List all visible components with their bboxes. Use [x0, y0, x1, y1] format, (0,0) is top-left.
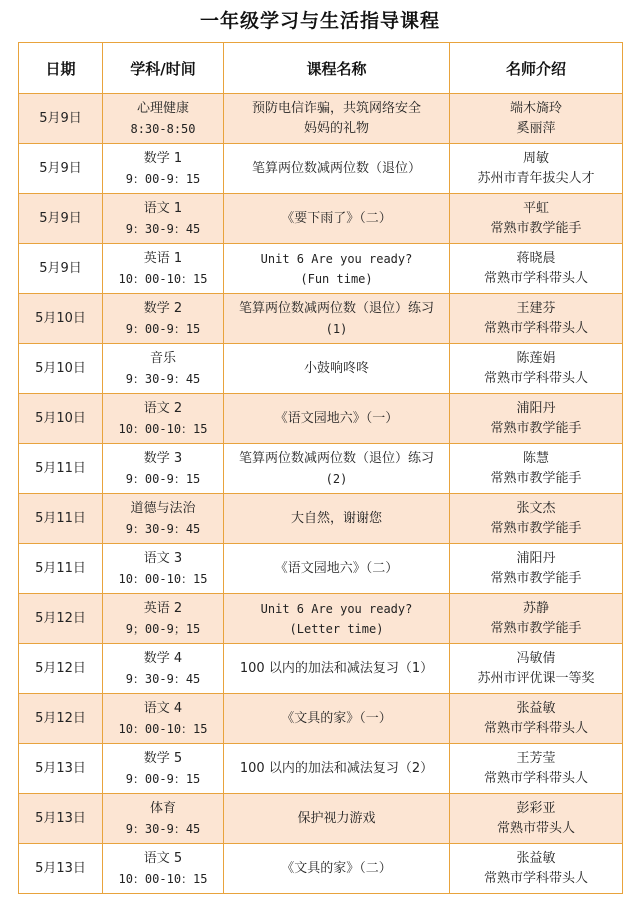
teacher-name: 平虹 [522, 200, 549, 216]
cell-date: 5月11日 [19, 544, 103, 594]
cell-subject-time [103, 294, 224, 344]
teacher-title: 常熟市教学能手 [490, 220, 582, 236]
page-title: 一年级学习与生活指导课程 [199, 10, 440, 32]
subject-label: 语文 1 [143, 200, 183, 216]
teacher-name: 浦阳丹 [516, 400, 556, 416]
schedule-table [18, 42, 623, 894]
table-row [19, 344, 623, 394]
cell-teacher-intro [450, 194, 623, 244]
cell-date: 5月11日 [19, 494, 103, 544]
course-name-line: 《文具的家》（二） [281, 860, 392, 876]
teacher-title: 苏州市评优课一等奖 [477, 670, 595, 686]
time-label: 9：00-9：15 [125, 471, 201, 486]
cell-date: 5月12日 [19, 644, 103, 694]
teacher-name: 王芳莹 [516, 750, 556, 766]
table-row [19, 744, 623, 794]
course-name-line: 笔算两位数减两位数（退位）练习 [238, 450, 434, 466]
header-date: 日期 [19, 43, 103, 94]
time-label: 9：30-9：45 [125, 521, 201, 536]
cell-course-name [224, 344, 450, 394]
teacher-title: 常熟市带头人 [496, 820, 575, 836]
cell-date: 5月13日 [19, 844, 103, 894]
table-row [19, 594, 623, 644]
cell-date: 5月13日 [19, 744, 103, 794]
cell-course-name [224, 494, 450, 544]
table-row [19, 394, 623, 444]
subject-label: 数学 5 [143, 750, 183, 766]
teacher-name: 端木旖玲 [509, 100, 562, 116]
cell-course-name [224, 244, 450, 294]
cell-teacher-intro [450, 444, 623, 494]
cell-date: 5月10日 [19, 394, 103, 444]
table-row [19, 694, 623, 744]
teacher-name: 陈慧 [522, 450, 549, 466]
course-name-line: Unit 6 Are you ready? [260, 601, 413, 616]
course-name-line: 笔算两位数减两位数（退位） [251, 160, 421, 176]
time-label: 10：00-10：15 [118, 421, 208, 436]
subject-label: 数学 4 [143, 650, 183, 666]
teacher-name: 张益敏 [516, 700, 556, 716]
cell-subject-time [103, 794, 224, 844]
header-subject-time: 学科/时间 [103, 43, 224, 94]
table-row [19, 544, 623, 594]
subject-label: 数学 3 [143, 450, 183, 466]
subject-label: 语文 2 [143, 400, 183, 416]
table-row [19, 194, 623, 244]
course-name-line: 妈妈的礼物 [303, 120, 369, 136]
cell-course-name [224, 694, 450, 744]
cell-teacher-intro [450, 694, 623, 744]
cell-course-name [224, 544, 450, 594]
teacher-name: 周敏 [522, 150, 549, 166]
cell-subject-time [103, 694, 224, 744]
cell-teacher-intro [450, 144, 623, 194]
cell-teacher-intro [450, 494, 623, 544]
teacher-name: 王建芬 [516, 300, 556, 316]
course-name-line: 《文具的家》（一） [281, 710, 392, 726]
course-name-line: 小鼓响咚咚 [303, 360, 369, 376]
table-row [19, 144, 623, 194]
cell-subject-time [103, 144, 224, 194]
time-label: 10：00-10：15 [118, 721, 208, 736]
cell-date: 5月10日 [19, 294, 103, 344]
table-row [19, 844, 623, 894]
course-name-line: 《要下雨了》（二） [281, 210, 392, 226]
header-teacher-intro: 名师介绍 [450, 43, 623, 94]
table-row [19, 294, 623, 344]
cell-date: 5月12日 [19, 694, 103, 744]
cell-teacher-intro [450, 244, 623, 294]
time-label: 9：30-9：45 [125, 221, 201, 236]
cell-course-name [224, 194, 450, 244]
course-name-line: (Fun time) [300, 271, 373, 286]
subject-label: 数学 1 [143, 150, 183, 166]
cell-course-name [224, 644, 450, 694]
cell-date: 5月9日 [19, 194, 103, 244]
teacher-name: 冯敏倩 [516, 650, 556, 666]
cell-course-name [224, 144, 450, 194]
teacher-name: 张文杰 [516, 500, 556, 516]
time-label: 10：00-10：15 [118, 271, 208, 286]
course-name-line: (Letter time) [289, 621, 384, 636]
cell-subject-time [103, 194, 224, 244]
subject-label: 体育 [149, 800, 176, 816]
cell-course-name [224, 294, 450, 344]
cell-course-name [224, 794, 450, 844]
cell-course-name [224, 394, 450, 444]
time-label: 10：00-10：15 [118, 871, 208, 886]
course-name-line: 笔算两位数减两位数（退位）练习 [238, 300, 434, 316]
cell-subject-time [103, 644, 224, 694]
subject-label: 音乐 [149, 350, 176, 366]
course-name-line: (2) [325, 471, 348, 486]
subject-label: 数学 2 [143, 300, 183, 316]
teacher-title: 苏州市青年拔尖人才 [477, 170, 595, 186]
cell-date: 5月13日 [19, 794, 103, 844]
teacher-name: 蒋晓晨 [516, 250, 556, 266]
cell-subject-time [103, 594, 224, 644]
teacher-title: 常熟市学科带头人 [483, 720, 588, 736]
cell-teacher-intro [450, 94, 623, 144]
teacher-title: 奚丽萍 [516, 120, 556, 136]
cell-teacher-intro [450, 544, 623, 594]
course-name-line: (1) [325, 321, 348, 336]
cell-date: 5月9日 [19, 94, 103, 144]
cell-course-name [224, 744, 450, 794]
teacher-name: 陈莲娟 [516, 350, 556, 366]
time-label: 9：00-9：15 [125, 771, 201, 786]
cell-course-name [224, 94, 450, 144]
cell-subject-time [103, 844, 224, 894]
table-body [19, 94, 623, 894]
cell-teacher-intro [450, 744, 623, 794]
course-name-line: 大自然，谢谢您 [290, 510, 382, 526]
table-row [19, 794, 623, 844]
table-row [19, 444, 623, 494]
cell-teacher-intro [450, 294, 623, 344]
cell-teacher-intro [450, 844, 623, 894]
cell-course-name [224, 844, 450, 894]
course-name-line: 100 以内的加法和减法复习（2） [239, 760, 434, 776]
cell-course-name [224, 444, 450, 494]
table-row [19, 644, 623, 694]
course-name-line: 《语文园地六》（一） [274, 410, 399, 426]
course-name-line: 《语文园地六》（二） [274, 560, 399, 576]
teacher-title: 常熟市学科带头人 [483, 870, 588, 886]
teacher-title: 常熟市教学能手 [490, 470, 582, 486]
time-label: 9：30-9：45 [125, 371, 201, 386]
table-row [19, 94, 623, 144]
teacher-title: 常熟市教学能手 [490, 420, 582, 436]
teacher-title: 常熟市学科带头人 [483, 770, 588, 786]
cell-subject-time [103, 244, 224, 294]
teacher-name: 彭彩亚 [516, 800, 556, 816]
teacher-title: 常熟市教学能手 [490, 620, 582, 636]
subject-label: 心理健康 [136, 100, 189, 116]
teacher-title: 常熟市学科带头人 [483, 320, 588, 336]
cell-subject-time [103, 544, 224, 594]
teacher-title: 常熟市学科带头人 [483, 270, 588, 286]
subject-label: 语文 4 [143, 700, 183, 716]
time-label: 9；00-9；15 [125, 621, 201, 636]
subject-label: 语文 3 [143, 550, 183, 566]
teacher-title: 常熟市教学能手 [490, 520, 582, 536]
cell-subject-time [103, 394, 224, 444]
subject-label: 英语 2 [143, 600, 183, 616]
cell-teacher-intro [450, 594, 623, 644]
table-row [19, 494, 623, 544]
cell-subject-time [103, 94, 224, 144]
teacher-name: 张益敏 [516, 850, 556, 866]
subject-label: 英语 1 [143, 250, 183, 266]
time-label: 9：00-9：15 [125, 321, 201, 336]
teacher-name: 浦阳丹 [516, 550, 556, 566]
cell-subject-time [103, 444, 224, 494]
teacher-title: 常熟市教学能手 [490, 570, 582, 586]
cell-teacher-intro [450, 394, 623, 444]
table-header-row [19, 43, 623, 94]
cell-subject-time [103, 494, 224, 544]
course-name-line: 预防电信诈骗，共筑网络安全 [251, 100, 421, 116]
time-label: 9：30-9：45 [125, 821, 201, 836]
cell-subject-time [103, 344, 224, 394]
time-label: 9：00-9：15 [125, 171, 201, 186]
course-name-line: 保护视力游戏 [297, 810, 376, 826]
teacher-title: 常熟市学科带头人 [483, 370, 588, 386]
course-name-line: Unit 6 Are you ready? [260, 251, 413, 266]
cell-teacher-intro [450, 794, 623, 844]
cell-course-name [224, 594, 450, 644]
cell-teacher-intro [450, 344, 623, 394]
header-course-name: 课程名称 [224, 43, 450, 94]
course-name-line: 100 以内的加法和减法复习（1） [239, 660, 434, 676]
subject-label: 语文 5 [143, 850, 183, 866]
teacher-name: 苏静 [522, 600, 549, 616]
time-label: 8:30-8:50 [130, 121, 196, 136]
cell-date: 5月12日 [19, 594, 103, 644]
cell-date: 5月9日 [19, 144, 103, 194]
cell-date: 5月9日 [19, 244, 103, 294]
cell-date: 5月10日 [19, 344, 103, 394]
cell-date: 5月11日 [19, 444, 103, 494]
cell-subject-time [103, 744, 224, 794]
time-label: 10：00-10：15 [118, 571, 208, 586]
subject-label: 道德与法治 [130, 500, 196, 516]
cell-teacher-intro [450, 644, 623, 694]
time-label: 9：30-9：45 [125, 671, 201, 686]
table-row [19, 244, 623, 294]
